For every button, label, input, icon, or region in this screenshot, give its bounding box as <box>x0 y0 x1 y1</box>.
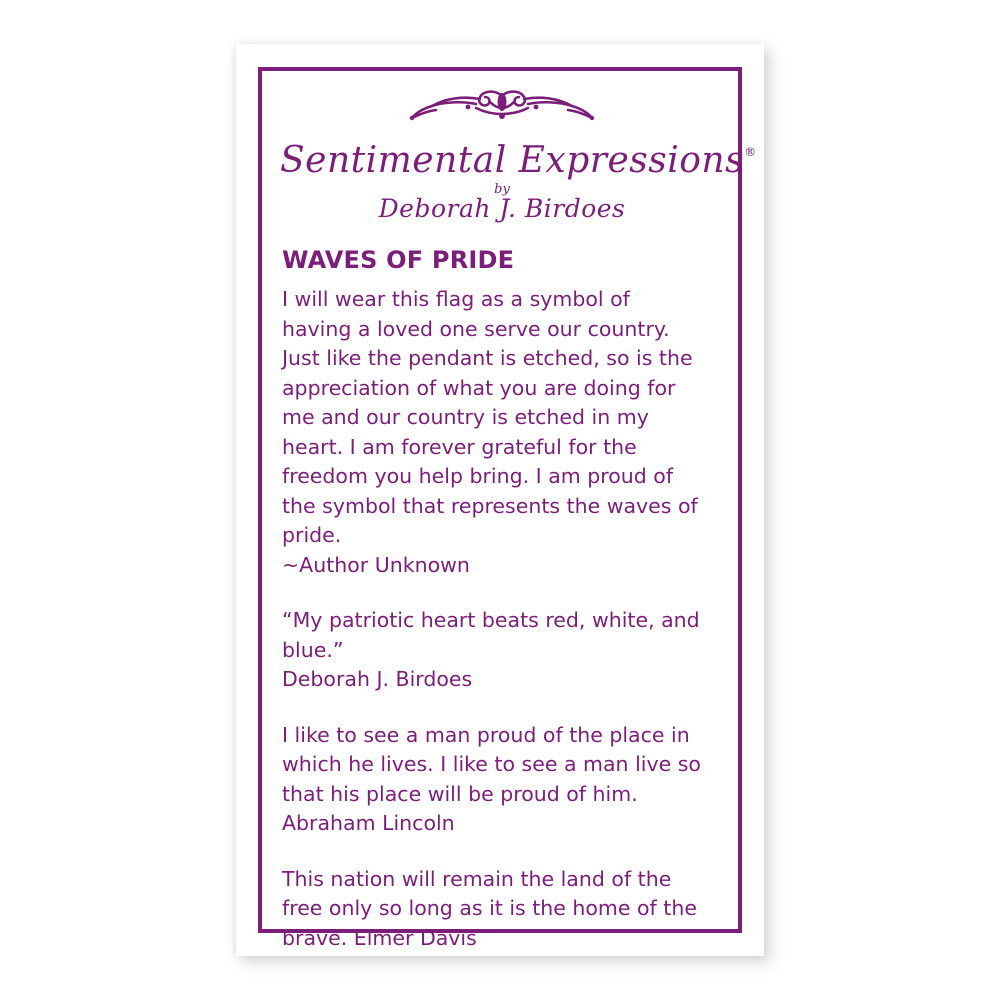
brand-name <box>280 132 757 181</box>
byline-label: by <box>494 182 510 197</box>
sentiment-card <box>236 44 764 956</box>
brand-author-name: Deborah J. Birdoes <box>378 194 626 223</box>
quote-davis: This nation will remain the land of the free only so long as it is the home of the brave. Elmer Davis <box>282 866 697 950</box>
quote-birdoes: “My patriotic heart beats red, white, and blue.” <box>282 608 700 662</box>
page-title: WAVES OF PRIDE <box>282 246 515 274</box>
poem-text: I will wear this flag as a symbol of having a loved one serve our country. Just like the pendant is etched, so is the appreciation of what you are doing for me and our country is etched in my heart. I am forever grateful for the freedom you help bring. I am proud of the symbol that represents the waves of pride. <box>282 287 698 547</box>
poem-attribution: ~Author Unknown <box>282 552 470 577</box>
card-content <box>280 86 757 950</box>
ornamental-flourish-icon <box>280 86 724 132</box>
quote-birdoes-attribution: Deborah J. Birdoes <box>282 667 473 691</box>
brand-name-text: Sentimental Expressions <box>280 140 745 181</box>
registered-mark: ® <box>744 145 757 159</box>
quote-lincoln: I like to see a man proud of the place in which he lives. I like to see a man live so that his place will be proud of him. Abraham Lincoln <box>282 722 701 835</box>
